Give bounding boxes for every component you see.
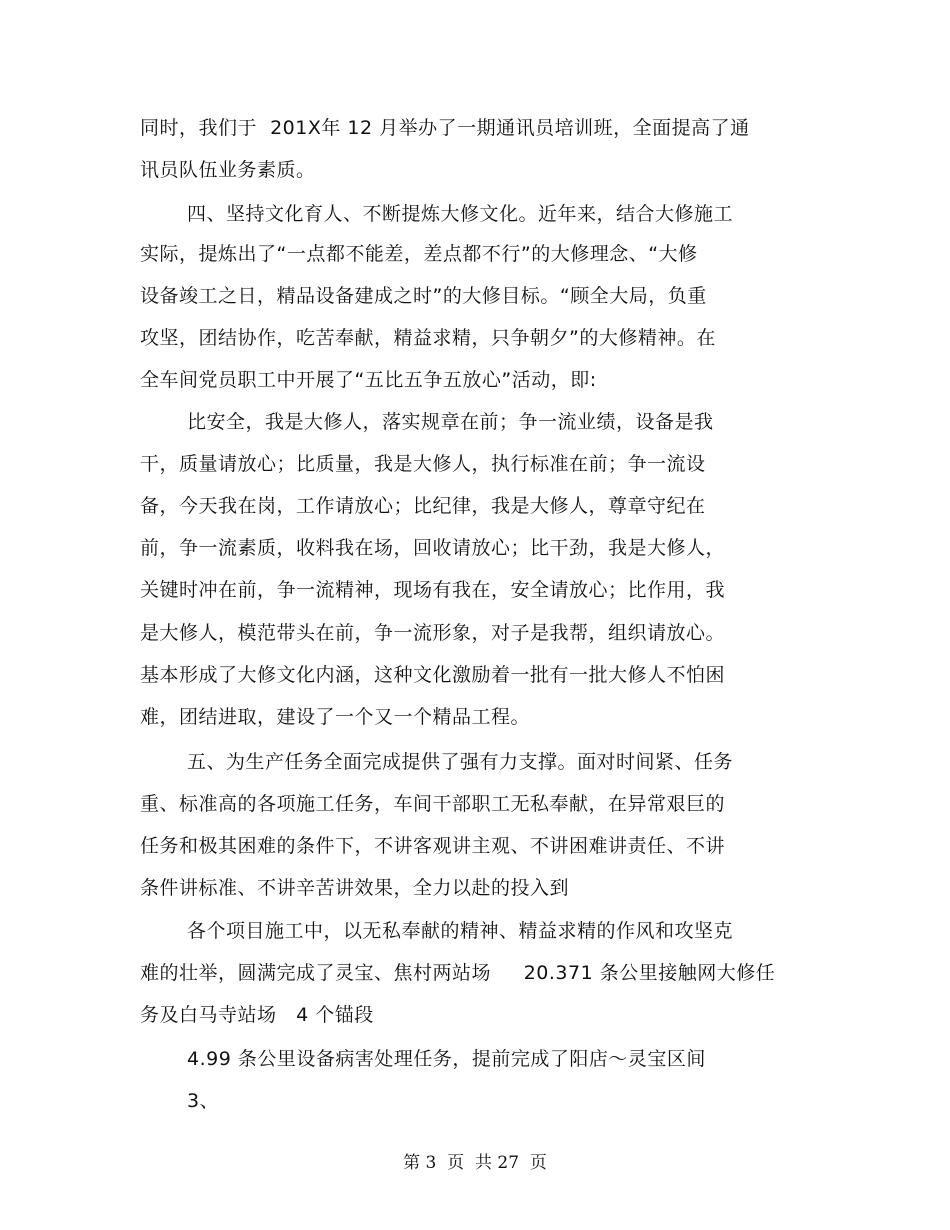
text-line: 难，团结进取，建设了一个又一个精品工程。 xyxy=(140,706,531,728)
text-line: 关键时冲在前，争一流精神，现场有我在，安全请放心；比作用，我 xyxy=(140,579,726,601)
text-line: 各个项目施工中，以无私奉献的精神、精益求精的作风和攻坚克 xyxy=(187,920,734,942)
text-line: 4.99 条公里设备病害处理任务，提前完成了阳店～灵宝区间 xyxy=(187,1048,706,1070)
text-line: 全车间党员职工中开展了“五比五争五放心”活动，即: xyxy=(140,369,597,391)
text-line: 干，质量请放心；比质量，我是大修人，执行标准在前；争一流设 xyxy=(140,453,706,475)
text-line: 实际，提炼出了“一点都不能差，差点都不行”的大修理念、“大修 xyxy=(140,243,698,265)
text-line: 条件讲标准、不讲辛苦讲效果，全力以赴的投入到 xyxy=(140,877,570,899)
text-line: 备，今天我在岗，工作请放心；比纪律，我是大修人，尊章守纪在 xyxy=(140,495,706,517)
text-line: 比安全，我是大修人，落实规章在前；争一流业绩，设备是我 xyxy=(187,411,714,433)
text-line: 同时，我们于 201X年 12 月举办了一期通讯员培训班，全面提高了通 xyxy=(140,117,750,139)
text-line: 五、为生产任务全面完成提供了强有力支撑。面对时间紧、任务 xyxy=(187,751,734,773)
text-line: 设备竣工之日，精品设备建成之时”的大修目标。“顾全大局，负重 xyxy=(140,285,707,307)
text-line: 是大修人，模范带头在前，争一流形象，对子是我帮，组织请放心。 xyxy=(140,622,726,644)
text-line: 讯员队伍业务素质。 xyxy=(140,159,316,181)
text-line: 前，争一流素质，收料我在场，回收请放心；比干劲，我是大修人， xyxy=(140,537,726,559)
text-line: 3、 xyxy=(187,1090,220,1112)
text-line: 难的壮举，圆满完成了灵宝、焦村两站场 20.371 条公里接触网大修任 xyxy=(140,962,776,984)
text-line: 务及白马寺站场 4 个锚段 xyxy=(140,1004,374,1026)
text-line: 四、坚持文化育人、不断提炼大修文化。近年来，结合大修施工 xyxy=(187,203,734,225)
text-line: 攻坚，团结协作，吃苦奉献，精益求精，只争朝夕”的大修精神。在 xyxy=(140,327,716,349)
text-line: 任务和极其困难的条件下，不讲客观讲主观、不讲困难讲责任、不讲 xyxy=(140,835,726,857)
text-line: 基本形成了大修文化内涵，这种文化激励着一批有一批大修人不怕困 xyxy=(140,664,726,686)
page-footer: 第 3 页 共 27 页 xyxy=(403,1153,547,1173)
text-line: 重、标准高的各项施工任务，车间干部职工无私奉献，在异常艰巨的 xyxy=(140,793,726,815)
